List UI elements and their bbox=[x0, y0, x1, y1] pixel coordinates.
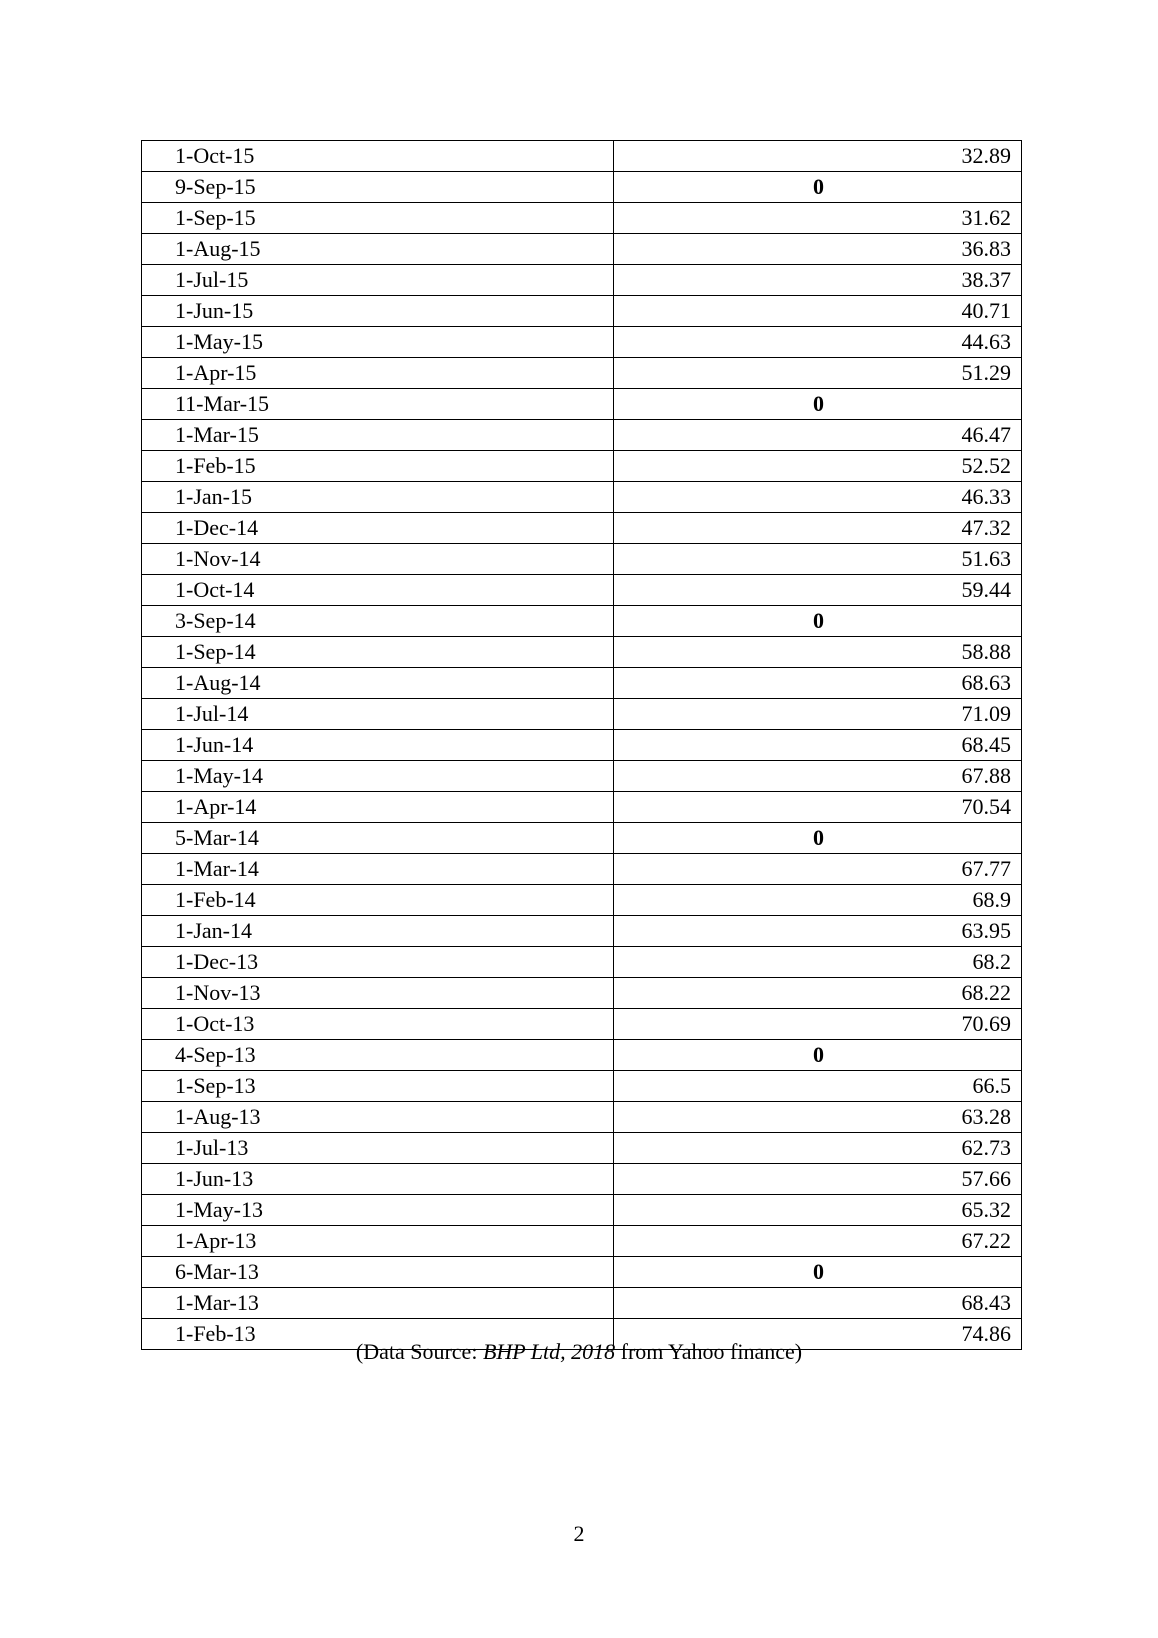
table-row bbox=[142, 296, 1022, 327]
table-row bbox=[142, 606, 1022, 637]
price-value-cell: 68.9 bbox=[614, 885, 1022, 916]
price-value-cell: 66.5 bbox=[614, 1071, 1022, 1102]
table-row bbox=[142, 420, 1022, 451]
date-cell: 1-Jun-13 bbox=[142, 1164, 614, 1195]
table-row bbox=[142, 451, 1022, 482]
price-value-cell: 32.89 bbox=[614, 141, 1022, 172]
table-row bbox=[142, 637, 1022, 668]
date-cell: 1-Aug-14 bbox=[142, 668, 614, 699]
table-row bbox=[142, 885, 1022, 916]
date-cell: 1-Jul-13 bbox=[142, 1133, 614, 1164]
date-cell: 1-Aug-15 bbox=[142, 234, 614, 265]
price-value-cell: 31.62 bbox=[614, 203, 1022, 234]
table-row bbox=[142, 1102, 1022, 1133]
table-row bbox=[142, 823, 1022, 854]
table-row bbox=[142, 234, 1022, 265]
table-row bbox=[142, 1195, 1022, 1226]
date-cell: 1-Sep-13 bbox=[142, 1071, 614, 1102]
date-cell: 1-Feb-14 bbox=[142, 885, 614, 916]
price-value-cell: 63.95 bbox=[614, 916, 1022, 947]
caption-prefix: (Data Source: bbox=[355, 1339, 483, 1364]
date-cell: 1-Jan-15 bbox=[142, 482, 614, 513]
table-row bbox=[142, 1133, 1022, 1164]
date-cell: 5-Mar-14 bbox=[142, 823, 614, 854]
date-cell: 1-May-14 bbox=[142, 761, 614, 792]
date-cell: 1-Jul-14 bbox=[142, 699, 614, 730]
date-cell: 1-Oct-13 bbox=[142, 1009, 614, 1040]
table-row bbox=[142, 1226, 1022, 1257]
date-cell: 1-Apr-15 bbox=[142, 358, 614, 389]
price-value-cell: 36.83 bbox=[614, 234, 1022, 265]
price-value-cell: 62.73 bbox=[614, 1133, 1022, 1164]
price-value-cell: 67.88 bbox=[614, 761, 1022, 792]
date-cell: 1-May-13 bbox=[142, 1195, 614, 1226]
price-value-cell: 65.32 bbox=[614, 1195, 1022, 1226]
zero-value-cell: 0 bbox=[614, 606, 1022, 637]
date-cell: 1-Mar-13 bbox=[142, 1288, 614, 1319]
price-value-cell: 67.22 bbox=[614, 1226, 1022, 1257]
date-cell: 1-Oct-14 bbox=[142, 575, 614, 606]
date-cell: 4-Sep-13 bbox=[142, 1040, 614, 1071]
table-row bbox=[142, 854, 1022, 885]
table-row bbox=[142, 668, 1022, 699]
date-cell: 1-Jul-15 bbox=[142, 265, 614, 296]
date-cell: 1-Nov-13 bbox=[142, 978, 614, 1009]
table-row bbox=[142, 265, 1022, 296]
zero-value-cell: 0 bbox=[614, 823, 1022, 854]
date-cell: 1-Jun-15 bbox=[142, 296, 614, 327]
date-cell: 1-Apr-14 bbox=[142, 792, 614, 823]
table-row bbox=[142, 978, 1022, 1009]
date-cell: 1-Mar-14 bbox=[142, 854, 614, 885]
price-value-cell: 46.33 bbox=[614, 482, 1022, 513]
price-value-cell: 71.09 bbox=[614, 699, 1022, 730]
page-number: 2 bbox=[573, 1521, 585, 1546]
zero-value-cell: 0 bbox=[614, 389, 1022, 420]
table-row bbox=[142, 1040, 1022, 1071]
table-row bbox=[142, 730, 1022, 761]
date-cell: 1-Sep-14 bbox=[142, 637, 614, 668]
table-row bbox=[142, 172, 1022, 203]
table-row bbox=[142, 141, 1022, 172]
price-value-cell: 63.28 bbox=[614, 1102, 1022, 1133]
zero-value-cell: 0 bbox=[614, 172, 1022, 203]
date-cell: 1-Dec-13 bbox=[142, 947, 614, 978]
table-row bbox=[142, 482, 1022, 513]
table-row bbox=[142, 1071, 1022, 1102]
price-value-cell: 68.22 bbox=[614, 978, 1022, 1009]
date-cell: 1-Mar-15 bbox=[142, 420, 614, 451]
price-value-cell: 51.63 bbox=[614, 544, 1022, 575]
table-row bbox=[142, 1257, 1022, 1288]
table-row bbox=[142, 916, 1022, 947]
table-row bbox=[142, 327, 1022, 358]
table-row bbox=[142, 513, 1022, 544]
date-cell: 3-Sep-14 bbox=[142, 606, 614, 637]
table-row bbox=[142, 203, 1022, 234]
price-value-cell: 68.43 bbox=[614, 1288, 1022, 1319]
date-cell: 1-Aug-13 bbox=[142, 1102, 614, 1133]
price-table-body bbox=[142, 141, 1022, 1350]
price-value-cell: 44.63 bbox=[614, 327, 1022, 358]
date-cell: 1-Sep-15 bbox=[142, 203, 614, 234]
date-cell: 1-Apr-13 bbox=[142, 1226, 614, 1257]
price-value-cell: 38.37 bbox=[614, 265, 1022, 296]
price-value-cell: 74.86 bbox=[614, 1319, 1022, 1350]
date-cell: 1-May-15 bbox=[142, 327, 614, 358]
date-cell: 1-Nov-14 bbox=[142, 544, 614, 575]
date-cell: 1-Feb-15 bbox=[142, 451, 614, 482]
price-value-cell: 70.69 bbox=[614, 1009, 1022, 1040]
price-value-cell: 51.29 bbox=[614, 358, 1022, 389]
date-cell: 9-Sep-15 bbox=[142, 172, 614, 203]
date-cell: 11-Mar-15 bbox=[142, 389, 614, 420]
date-cell: 1-Oct-15 bbox=[142, 141, 614, 172]
price-value-cell: 57.66 bbox=[614, 1164, 1022, 1195]
data-source-caption bbox=[0, 1337, 1158, 1367]
caption-suffix: from Yahoo finance) bbox=[615, 1339, 803, 1364]
table-row bbox=[142, 544, 1022, 575]
table-row bbox=[142, 1009, 1022, 1040]
price-value-cell: 52.52 bbox=[614, 451, 1022, 482]
table-row bbox=[142, 699, 1022, 730]
zero-value-cell: 0 bbox=[614, 1257, 1022, 1288]
price-value-cell: 46.47 bbox=[614, 420, 1022, 451]
price-value-cell: 67.77 bbox=[614, 854, 1022, 885]
caption-source-italic: BHP Ltd, 2018 bbox=[482, 1339, 616, 1364]
date-cell: 1-Feb-13 bbox=[142, 1319, 614, 1350]
price-value-cell: 40.71 bbox=[614, 296, 1022, 327]
price-value-cell: 70.54 bbox=[614, 792, 1022, 823]
price-value-cell: 68.45 bbox=[614, 730, 1022, 761]
table-row bbox=[142, 947, 1022, 978]
table-row bbox=[142, 389, 1022, 420]
table-row bbox=[142, 1164, 1022, 1195]
date-cell: 1-Jun-14 bbox=[142, 730, 614, 761]
table-row bbox=[142, 1288, 1022, 1319]
price-value-cell: 59.44 bbox=[614, 575, 1022, 606]
table-row bbox=[142, 761, 1022, 792]
price-value-cell: 58.88 bbox=[614, 637, 1022, 668]
table-row bbox=[142, 575, 1022, 606]
date-cell: 1-Jan-14 bbox=[142, 916, 614, 947]
price-table bbox=[141, 140, 1022, 1350]
date-cell: 1-Dec-14 bbox=[142, 513, 614, 544]
table-row bbox=[142, 792, 1022, 823]
price-value-cell: 68.63 bbox=[614, 668, 1022, 699]
table-row bbox=[142, 358, 1022, 389]
price-value-cell: 68.2 bbox=[614, 947, 1022, 978]
date-cell: 6-Mar-13 bbox=[142, 1257, 614, 1288]
zero-value-cell: 0 bbox=[614, 1040, 1022, 1071]
price-value-cell: 47.32 bbox=[614, 513, 1022, 544]
